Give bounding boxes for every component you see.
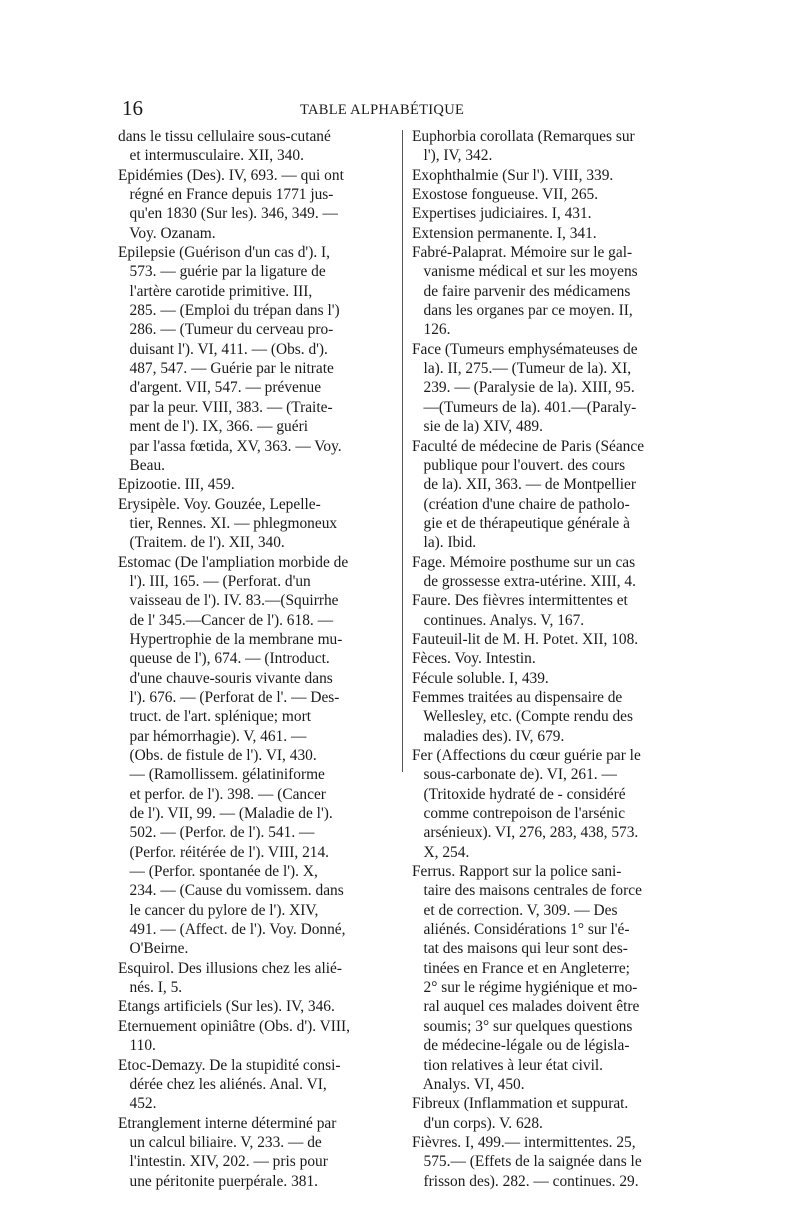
index-line: ment de l'). IX, 366. — guéri <box>118 418 308 436</box>
index-line: sous-carbonate de). VI, 261. — <box>412 766 617 784</box>
index-line: —(Tumeurs de la). 401.—(Paraly- <box>412 398 637 416</box>
index-line: de la). XII, 363. — de Montpellier <box>412 476 636 494</box>
column-divider <box>402 130 403 772</box>
index-line: truct. de l'art. splénique; mort <box>118 708 311 726</box>
index-line: l'), IV, 342. <box>412 147 493 165</box>
index-line: Femmes traitées au dispensaire de <box>412 688 623 706</box>
index-line: de grossesse extra-utérine. XIII, 4. <box>412 572 636 590</box>
index-line: Fibreux (Inflammation et suppurat. <box>412 1095 629 1113</box>
index-line: Voy. Ozanam. <box>118 224 216 242</box>
index-line: Fièvres. I, 499.— intermittentes. 25, <box>412 1133 636 1151</box>
index-line: frisson des). 282. — continues. 29. <box>412 1172 639 1190</box>
index-line: soumis; 3° sur quelques questions <box>412 1017 633 1035</box>
index-line: Etranglement interne déterminé par <box>118 1114 337 1132</box>
index-line: Ferrus. Rapport sur la police sani- <box>412 863 622 881</box>
index-line: (Obs. de fistule de l'). VI, 430. <box>118 747 317 764</box>
index-line: (création d'une chaire de patholo- <box>412 495 630 513</box>
left-column <box>118 127 388 1191</box>
index-line: Fèces. Voy. Intestin. <box>412 650 536 668</box>
index-line: de faire parvenir des médicamens <box>412 282 631 300</box>
index-line: dérée chez les aliénés. Anal. VI, <box>118 1075 327 1093</box>
index-line: Fabré-Palaprat. Mémoire sur le gal- <box>412 244 633 262</box>
index-line: publique pour l'ouvert. des cours <box>412 456 626 474</box>
index-line: Faculté de médecine de Paris (Séance <box>412 437 645 455</box>
index-line: Face (Tumeurs emphysémateuses de <box>412 340 638 358</box>
index-line: — (Perfor. spontanée de l'). X, <box>118 863 318 881</box>
index-line: continues. Analys. V, 167. <box>412 611 585 629</box>
right-column <box>412 127 674 1191</box>
index-line: Extension permanente. I, 341. <box>412 224 597 242</box>
index-line: Expertises judiciaires. I, 431. <box>412 205 592 223</box>
index-line: par hémorrhagie). V, 461. — <box>118 727 307 745</box>
index-line: la). II, 275.— (Tumeur de la). XI, <box>412 360 632 378</box>
index-line: 573. — guérie par la ligature de <box>118 263 326 281</box>
index-line: d'un corps). V. 628. <box>412 1114 543 1132</box>
index-line: 126. <box>412 321 451 339</box>
index-line: comme contrepoison de l'arsénic <box>412 805 626 823</box>
index-line: Esquirol. Des illusions chez les alié- <box>118 959 342 977</box>
index-line: dans les organes par ce moyen. II, <box>412 302 633 320</box>
index-line: un calcul biliaire. V, 233. — de <box>118 1133 322 1151</box>
index-line: ral auquel ces malades doivent être <box>412 998 640 1016</box>
index-line: sie de la) XIV, 489. <box>412 418 543 436</box>
index-line: 234. — (Cause du vomissem. dans <box>118 882 344 900</box>
index-line: gie et de thérapeutique générale à <box>412 514 630 532</box>
index-line: Fage. Mémoire posthume sur un cas <box>412 553 636 571</box>
index-line: aliénés. Considérations 1° sur l'é- <box>412 921 630 939</box>
index-line: 285. — (Emploi du trépan dans l') <box>118 302 340 320</box>
index-line: Hypertrophie de la membrane mu- <box>118 630 343 648</box>
index-line: 575.— (Effets de la saignée dans le <box>412 1153 642 1171</box>
index-line: Analys. VI, 450. <box>412 1075 525 1093</box>
index-line: (Perfor. réitérée de l'). VIII, 214. <box>118 843 330 861</box>
running-header: TABLE ALPHABÉTIQUE <box>300 102 465 118</box>
index-line: l'). III, 165. — (Perforat. d'un <box>118 572 311 590</box>
index-line: de médecine-légale ou de législa- <box>412 1037 630 1055</box>
index-line: Epilepsie (Guérison d'un cas d'). I, <box>118 244 330 262</box>
index-line: et perfor. de l'). 398. — (Cancer <box>118 785 326 803</box>
index-line: nés. I, 5. <box>118 979 183 997</box>
index-line: le cancer du pylore de l'). XIV, <box>118 901 319 919</box>
index-line: Fécule soluble. I, 439. <box>412 669 549 687</box>
index-line: — (Ramollissem. gélatiniforme <box>118 766 325 784</box>
index-line: qu'en 1830 (Sur les). 346, 349. — <box>118 205 338 223</box>
index-line: Estomac (De l'ampliation morbide de <box>118 553 349 571</box>
index-line: et de correction. V, 309. — Des <box>412 901 618 919</box>
index-line: de l'). VII, 99. — (Maladie de l'). <box>118 805 333 823</box>
index-line: 286. — (Tumeur du cerveau pro- <box>118 321 334 339</box>
index-line: l'). 676. — (Perforat de l'. — Des- <box>118 688 340 706</box>
index-line: de l' 345.—Cancer de l'). 618. — <box>118 611 333 629</box>
index-line: tinées en France et en Angleterre; <box>412 959 630 977</box>
index-line: queuse de l'), 674. — (Introduct. <box>118 650 330 668</box>
index-line: et intermusculaire. XII, 340. <box>118 147 304 165</box>
index-line: 239. — (Paralysie de la). XIII, 95. <box>412 379 635 397</box>
index-line: arsénieux). VI, 276, 283, 438, 573. <box>412 824 639 842</box>
index-line: par la peur. VIII, 383. — (Traite- <box>118 398 333 416</box>
index-line: Wellesley, etc. (Compte rendu des <box>412 708 634 726</box>
index-line: 487, 547. — Guérie par le nitrate <box>118 360 334 378</box>
index-line: 110. <box>118 1037 156 1055</box>
index-line: la). Ibid. <box>412 534 477 552</box>
index-line: vaisseau de l'). IV. 83.—(Squirrhe <box>118 592 339 610</box>
index-line: Beau. <box>118 456 166 474</box>
index-line: vanisme médical et sur les moyens <box>412 263 638 281</box>
index-line: tat des maisons qui leur sont des- <box>412 940 628 958</box>
index-line: régné en France depuis 1771 jus- <box>118 186 334 204</box>
index-line: Exophthalmie (Sur l'). VIII, 339. <box>412 166 614 184</box>
page-number: 16 <box>122 96 143 120</box>
index-line: 2° sur le régime hygiénique et mo- <box>412 979 638 997</box>
index-line: 452. <box>118 1095 157 1113</box>
index-line: d'une chauve-souris vivante dans <box>118 669 333 687</box>
index-line: X, 254. <box>412 843 470 861</box>
index-line: Erysipèle. Voy. Gouzée, Lepelle- <box>118 495 321 513</box>
index-line: Faure. Des fièvres intermittentes et <box>412 592 628 610</box>
index-line: taire des maisons centrales de force <box>412 882 642 900</box>
index-line: l'intestin. XIV, 202. — pris pour <box>118 1153 328 1171</box>
index-line: Eternuement opiniâtre (Obs. d'). VIII, <box>118 1017 350 1035</box>
index-line: Fauteuil-lit de M. H. Potet. XII, 108. <box>412 630 639 648</box>
index-line: Euphorbia corollata (Remarques sur <box>412 128 635 145</box>
index-line: (Traitem. de l'). XII, 340. <box>118 534 285 552</box>
index-line: tier, Rennes. XI. — phlegmoneux <box>118 514 338 532</box>
index-line: Epidémies (Des). IV, 693. — qui ont <box>118 166 344 184</box>
index-line: Fer (Affections du cœur guérie par le <box>412 747 641 764</box>
index-line: Exostose fongueuse. VII, 265. <box>412 186 599 204</box>
index-line: l'artère carotide primitive. III, <box>118 282 313 300</box>
index-line: une péritonite puerpérale. 381. <box>118 1172 319 1190</box>
index-line: dans le tissu cellulaire sous-cutané <box>118 128 331 145</box>
index-line: Epizootie. III, 459. <box>118 476 235 494</box>
index-line: d'argent. VII, 547. — prévenue <box>118 379 322 397</box>
index-line: maladies des). IV, 679. <box>412 727 565 745</box>
index-line: Etoc-Demazy. De la stupidité consi- <box>118 1056 341 1074</box>
index-line: Etangs artificiels (Sur les). IV, 346. <box>118 998 335 1016</box>
index-line: 491. — (Affect. de l'). Voy. Donné, <box>118 921 346 939</box>
index-line: tion relatives à leur état civil. <box>412 1056 604 1074</box>
index-line: 502. — (Perfor. de l'). 541. — <box>118 824 315 842</box>
index-line: duisant l'). VI, 411. — (Obs. d'). <box>118 340 328 358</box>
index-line: (Tritoxide hydraté de - considéré <box>412 785 626 803</box>
index-line: O'Beirne. <box>118 940 189 958</box>
index-line: par l'assa fœtida, XV, 363. — Voy. <box>118 437 342 455</box>
